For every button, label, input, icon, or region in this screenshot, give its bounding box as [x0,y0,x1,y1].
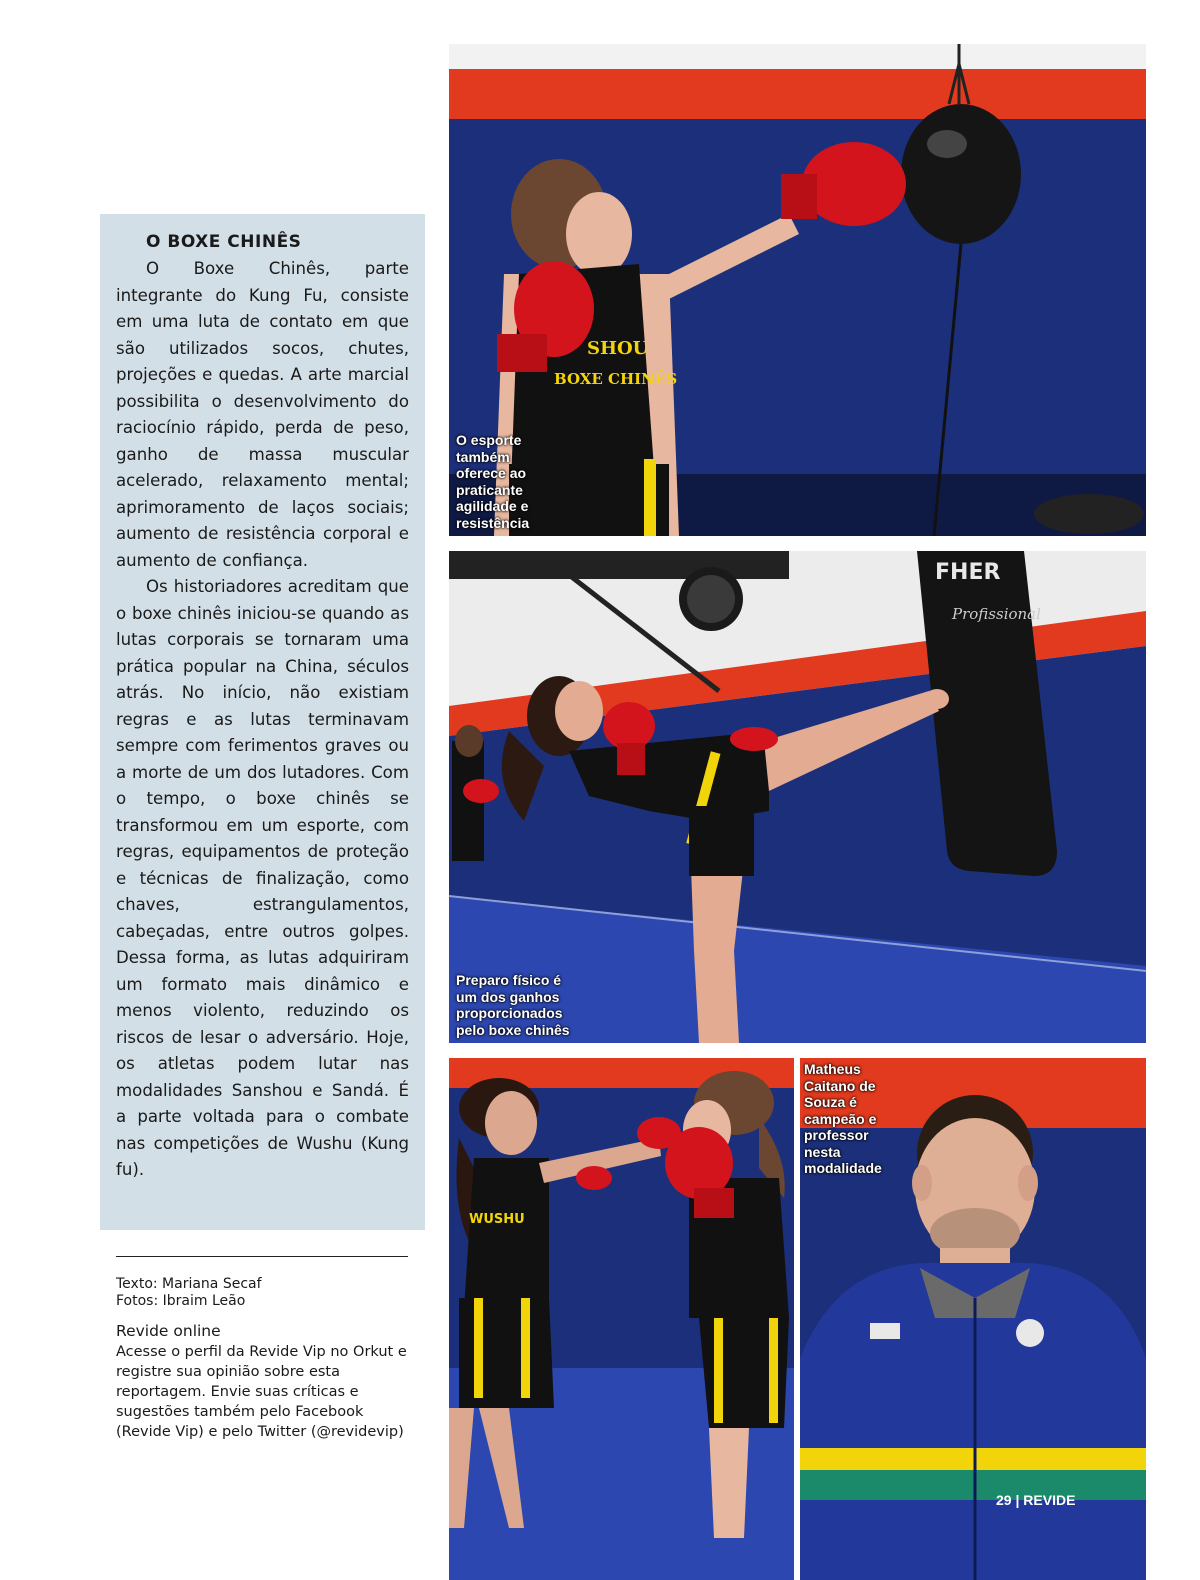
credits [116,1276,262,1310]
caption-line: professor [804,1127,869,1143]
online-title: Revide online [116,1322,221,1340]
caption-line: campeão e [804,1110,877,1127]
magazine-name: REVIDE [1023,1492,1076,1508]
wushu-shirt-text: WUSHU [469,1212,525,1227]
bag-brand: FHER [935,560,1001,585]
bag-script: Profissional [952,605,1041,623]
text-credit: Texto: Mariana Secaf [116,1276,262,1292]
caption-line: nesta [804,1143,841,1160]
photo-punching-bag [449,44,1146,536]
online-text: Acesse o perfil da Revide Vip no Orkut e registre sua opinião sobre esta reportagem. Envie suas críticas e sugestões também pelo Facebook (Revide Vip) e pelo Twitter (@revidevip) [116,1344,407,1440]
photo-sparring [449,1058,794,1580]
photo-3-illustration [449,1058,794,1580]
article-sidebar [100,214,425,1230]
photo-2-illustration [449,551,1146,1043]
divider-rule [116,1256,408,1257]
caption-line: pelo boxe chinês [456,1021,570,1038]
photo-high-kick [449,551,1146,1043]
caption-line: Caitano de [804,1077,876,1094]
caption-line: também [456,448,510,465]
caption-line: Souza é [804,1094,857,1110]
caption-line: agilidade e [456,498,529,514]
article-paragraph-1: O Boxe Chinês, parte integrante do Kung Fu, consiste em uma luta de contato em que são utilizados socos, chutes, projeções e quedas. A arte marcial possibilita o desenvolvimento do raciocínio rápido, perda de peso, ganho de massa muscular acelerado, relaxamento mental; aprimoramento de laços sociais; aumento de resistência corporal e aumento de confiança. [116,259,409,570]
photo-1-illustration [449,44,1146,536]
caption-line: praticante [456,481,523,498]
caption-line: O esporte [456,432,522,448]
page-number: 29 [996,1492,1012,1508]
caption-line: Preparo físico é [456,972,562,988]
caption-line: um dos ganhos [456,988,560,1005]
photo-credit: Fotos: Ibraim Leão [116,1293,246,1309]
photo-4-caption [804,1061,882,1177]
photo-2-caption [456,972,570,1038]
caption-line: modalidade [804,1160,882,1176]
photo-1-caption [456,432,529,531]
caption-line: Matheus [804,1061,861,1077]
page-folio [996,1492,1075,1508]
caption-line: oferece ao [456,465,527,481]
shirt-brand: SHOU [587,338,649,359]
caption-line: resistência [456,514,530,531]
shirt-text: BOXE CHINÊS [554,370,678,388]
article-paragraph-2: Os historiadores acreditam que o boxe chinês iniciou-se quando as lutas corporais se tornaram uma prática popular na China, séculos atrás. No início, não existiam regras e as lutas terminavam sempre com ferimentos graves ou a morte de um dos lutadores. Com o tempo, o boxe chinês se transformou em um esporte, com regras, equipamentos de proteção e técnicas de finalização, como chaves, estrangulamentos, cabeçadas, entre outros golpes. Dessa forma, as lutas adquiriram um formato mais dinâmico e menos violento, reduzindo os riscos de lesar o adversário. Hoje, os atletas podem lutar nas modalidades Sanshou e Sandá. É a parte voltada para o combate nas competições de Wushu (Kung fu). [116,577,409,1179]
folio-separator: | [1015,1492,1020,1508]
article-title: O BOXE CHINÊS [146,232,302,252]
caption-line: proporcionados [456,1005,563,1021]
